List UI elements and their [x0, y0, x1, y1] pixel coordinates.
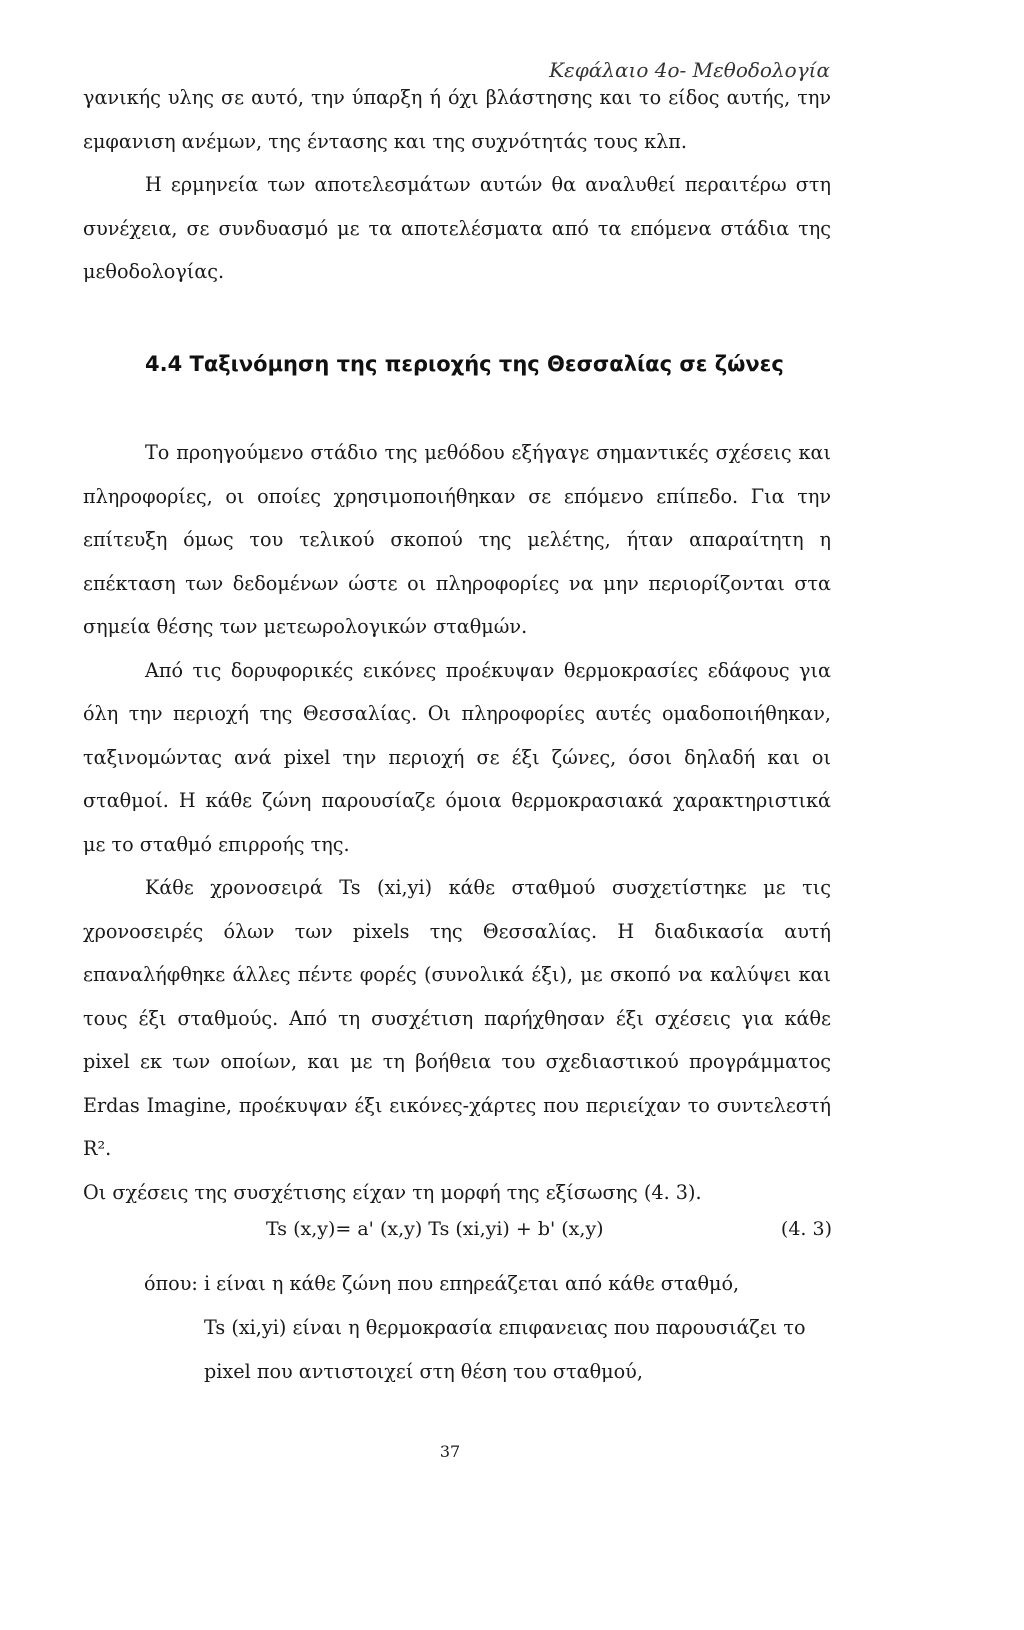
paragraph-2: Η ερμηνεία των αποτελεσμάτων αυτών θα αναλυθεί περαιτέρω στη συνέχεια, σε συνδυασμό με τα αποτελέσματα από τα επόμενα στάδια της μεθοδολογίας.	[83, 173, 831, 283]
paragraph-3: Το προηγούμενο στάδιο της μεθόδου εξήγαγε σημαντικές σχέσεις και πληροφορίες, οι οποίες χρησιμοποιήθηκαν σε επόμενο επίπεδο. Για την επίτευξη όμως του τελικού σκοπού της μελέτης, ήταν απαραίτητη η επέκταση των δεδομένων ώστε οι πληροφορίες να μην περιορίζονται στα σημεία θέσης των μετεωρολογικών σταθμών.	[83, 441, 831, 638]
where-line-1: όπου: i είναι η κάθε ζώνη που επηρεάζεται από κάθε σταθμό,	[144, 1272, 740, 1295]
paragraph-1: γανικής υλης σε αυτό, την ύπαρξη ή όχι βλάστησης και το είδος αυτής, την εμφανιση ανέμων, της έντασης και της συχνότητάς τους κλπ.	[83, 86, 831, 153]
paragraph-5: Κάθε χρονοσειρά Ts (xi,yi) κάθε σταθμού συσχετίστηκε με τις χρονοσειρές όλων των pixels της Θεσσαλίας. Η διαδικασία αυτή επαναλήφθηκε άλλες πέντε φορές (συνολικά έξι), με σκοπό να καλύψει και τους έξι σταθμούς. Από τη συσχέτιση παρήχθησαν έξι σχέσεις για κάθε pixel εκ των οποίων, και με τη βοήθεια του σχεδιαστικού προγράμματος Erdas Imagine, προέκυψαν έξι εικόνες-χάρτες που περιείχαν το συντελεστή R².	[83, 876, 831, 1160]
running-header: Κεφάλαιο 4ο- Μεθοδολογία	[549, 58, 830, 82]
equation-4-3	[266, 1218, 832, 1240]
page-number: 37	[439, 1442, 461, 1461]
equation-text: Ts (x,y)= a' (x,y) Ts (xi,yi) + b' (x,y)	[266, 1218, 604, 1240]
section-heading: 4.4 Ταξινόμηση της περιοχής της Θεσσαλίας σε ζώνες	[145, 352, 784, 376]
where-line-2: Ts (xi,yi) είναι η θερμοκρασία επιφανειας που παρουσιάζει το	[204, 1316, 806, 1339]
equation-number: (4. 3)	[780, 1218, 832, 1240]
paragraph-4: Από τις δορυφορικές εικόνες προέκυψαν θερμοκρασίες εδάφους για όλη την περιοχή της Θεσσαλίας. Οι πληροφορίες αυτές ομαδοποιήθηκαν, ταξινομώντας ανά pixel την περιοχή σε έξι ζώνες, όσοι δηλαδή και οι σταθμοί. Η κάθε ζώνη παρουσίαζε όμοια θερμοκρασιακά χαρακτηριστικά με το σταθμό επιρροής της.	[83, 658, 831, 856]
paragraph-6: Οι σχέσεις της συσχέτισης είχαν τη μορφή της εξίσωσης (4. 3).	[83, 1180, 702, 1204]
text-block-top	[83, 76, 831, 294]
text-block-main	[83, 431, 831, 1214]
where-line-3: pixel που αντιστοιχεί στη θέση του σταθμού,	[204, 1360, 643, 1383]
